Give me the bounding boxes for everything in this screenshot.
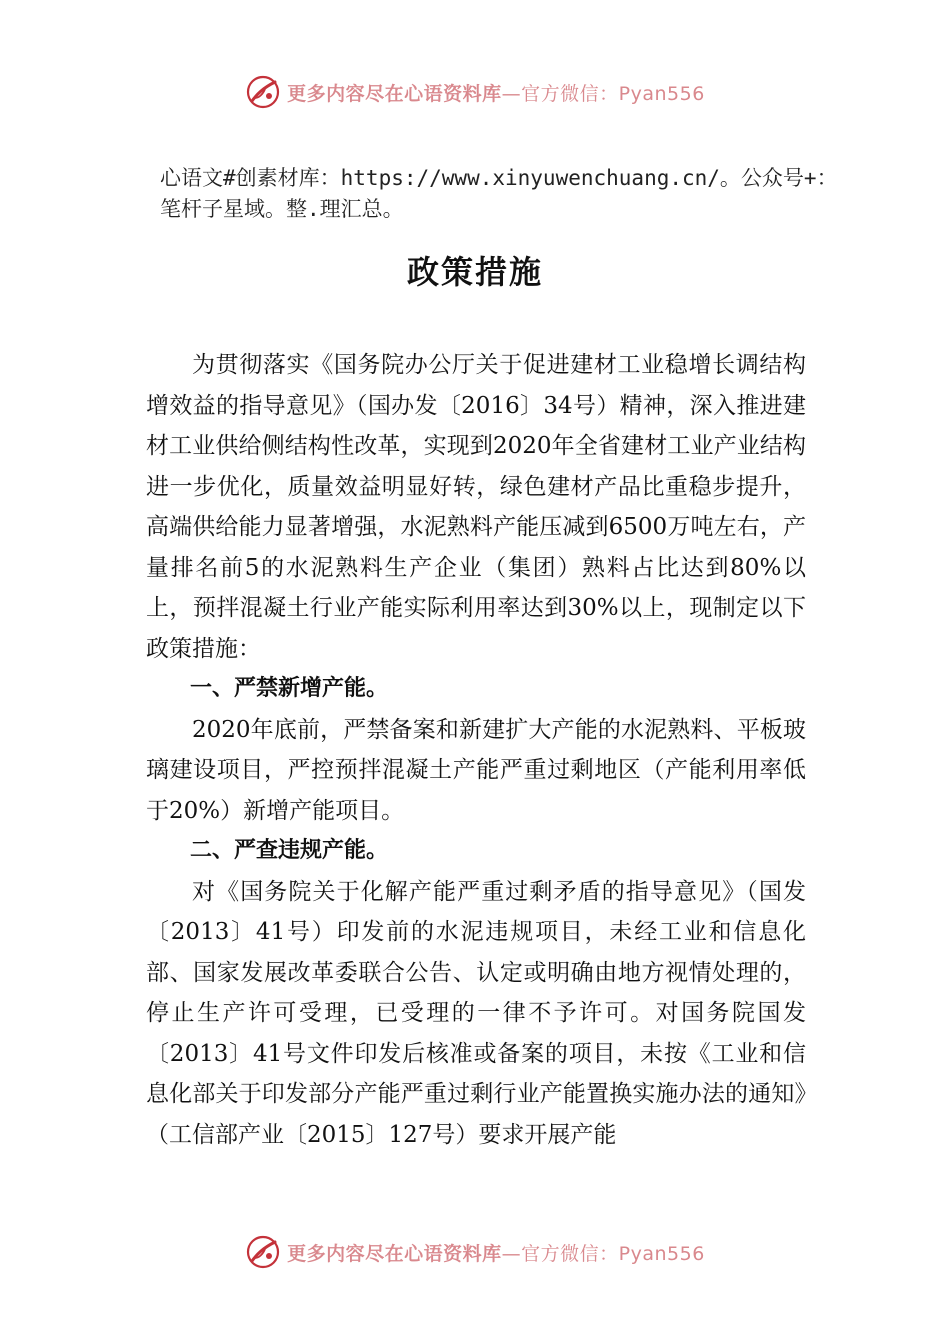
document-body — [146, 345, 806, 1155]
footer-banner — [0, 1232, 950, 1272]
section-1-paragraph: 2020年底前，严禁备案和新建扩大产能的水泥熟料、平板玻璃建设项目，严控预拌混凝土产能严重过剩地区（产能利用率低于20%）新增产能项目。 — [146, 716, 806, 824]
source-line: 心语文#创素材库：https://www.xinyuwenchuang.cn/。公众号+：笔杆子星域。整.理汇总。 — [160, 166, 838, 221]
section-heading-2: 二、严查违规产能。 — [190, 838, 389, 863]
banner-text: 更多内容尽在心语资料库—官方微信：Pyan556 — [287, 1242, 705, 1265]
brush-logo-icon — [245, 74, 281, 110]
page-title: 政策措施 — [406, 253, 543, 291]
section-heading-1: 一、严禁新增产能。 — [190, 676, 389, 701]
header-banner — [0, 72, 950, 112]
section-2-paragraph: 对《国务院关于化解产能严重过剩矛盾的指导意见》（国发〔2013〕41号）印发前的水泥违规项目，未经工业和信息化部、国家发展改革委联合公告、认定或明确由地方视情处理的，停止生产许可受理，已受理的一律不予许可。对国务院国发〔2013〕41号文件印发后核准或备案的项目，未按《工业和信息化部关于印发部分产能严重过剩行业产能置换实施办法的通知》（工信部产业〔2015〕127号）要求开展产能 — [146, 878, 806, 1148]
intro-paragraph: 为贯彻落实《国务院办公厅关于促进建材工业稳增长调结构增效益的指导意见》（国办发〔2016〕34号）精神，深入推进建材工业供给侧结构性改革，实现到2020年全省建材工业产业结构进一步优化，质量效益明显好转，绿色建材产品比重稳步提升，高端供给能力显著增强，水泥熟料产能压减到6500万吨左右，产量排名前5的水泥熟料生产企业（集团）熟料占比达到80%以上，预拌混凝土行业产能实际利用率达到30%以上，现制定以下政策措施： — [146, 352, 806, 662]
brush-logo-icon — [245, 1234, 281, 1270]
banner-text: 更多内容尽在心语资料库—官方微信：Pyan556 — [287, 82, 705, 105]
